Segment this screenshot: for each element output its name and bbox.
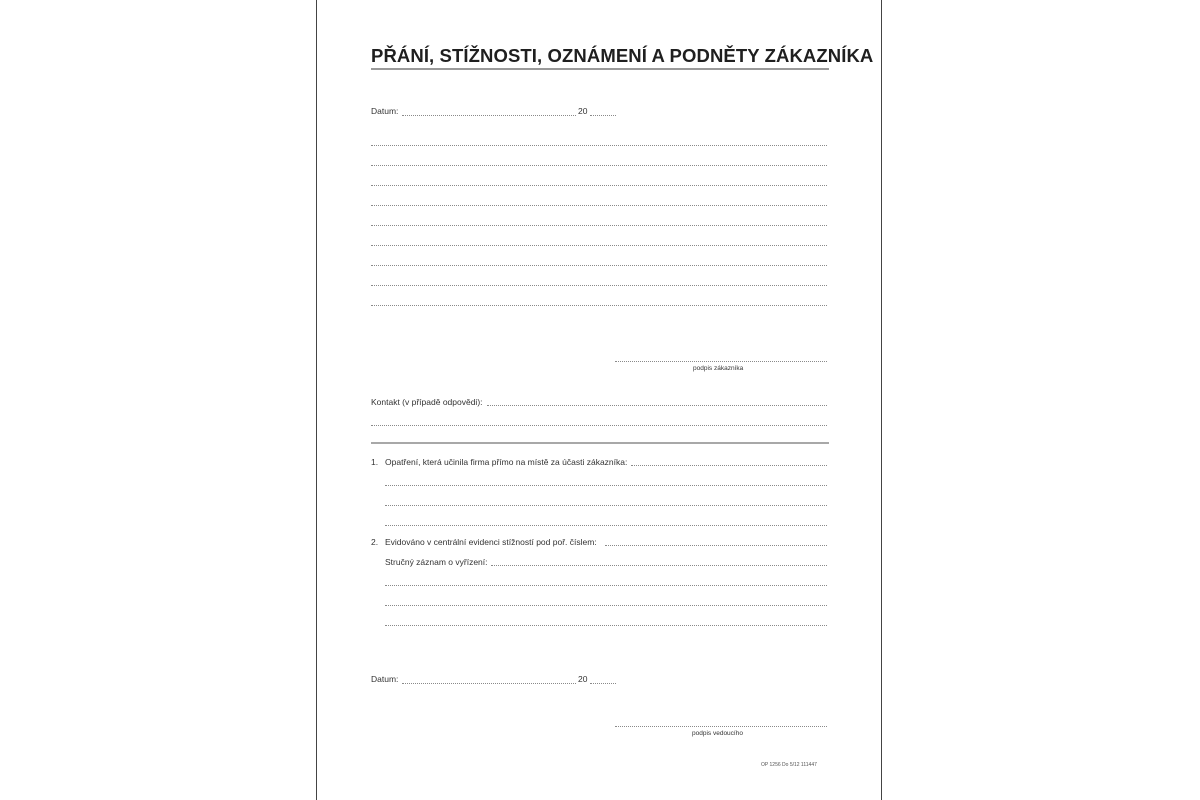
date-field-2[interactable] — [402, 683, 576, 684]
form-sheet — [316, 0, 882, 800]
item1-line[interactable] — [385, 505, 827, 506]
form-code: OP 1256 Do 5/12 111447 — [761, 762, 817, 768]
complaint-line[interactable] — [371, 205, 827, 206]
item2-field[interactable] — [605, 545, 827, 546]
complaint-line[interactable] — [371, 245, 827, 246]
date-field[interactable] — [402, 115, 576, 116]
complaint-line[interactable] — [371, 185, 827, 186]
complaint-line[interactable] — [371, 265, 827, 266]
complaint-line[interactable] — [371, 285, 827, 286]
complaint-line[interactable] — [371, 165, 827, 166]
summary-line[interactable] — [385, 585, 827, 586]
summary-line[interactable] — [385, 625, 827, 626]
item1-field[interactable] — [631, 465, 827, 466]
date-label-2: Datum: — [371, 674, 399, 684]
title-underline — [371, 68, 829, 70]
contact-label: Kontakt (v případě odpovědi): — [371, 397, 483, 407]
contact-field[interactable] — [487, 405, 827, 406]
item2-label: Evidováno v centrální evidenci stížností pod poř. číslem: — [385, 537, 597, 547]
complaint-line[interactable] — [371, 225, 827, 226]
item1-line[interactable] — [385, 485, 827, 486]
contact-line[interactable] — [371, 425, 827, 426]
year-field[interactable] — [590, 115, 616, 116]
section-divider — [371, 442, 829, 444]
manager-signature-line[interactable] — [615, 726, 827, 727]
complaint-line[interactable] — [371, 305, 827, 306]
year-prefix-2: 20 — [578, 674, 588, 684]
item1-number: 1. — [371, 457, 379, 467]
item2-number: 2. — [371, 537, 379, 547]
complaint-line[interactable] — [371, 145, 827, 146]
item1-line[interactable] — [385, 525, 827, 526]
manager-signature-label: podpis vedoucího — [692, 730, 743, 737]
summary-field[interactable] — [491, 565, 827, 566]
year-prefix: 20 — [578, 106, 588, 116]
customer-signature-label: podpis zákazníka — [693, 365, 744, 372]
form-title: PŘÁNÍ, STÍŽNOSTI, OZNÁMENÍ A PODNĚTY ZÁKAZNÍKA — [371, 45, 874, 66]
customer-signature-line[interactable] — [615, 361, 827, 362]
summary-line[interactable] — [385, 605, 827, 606]
year-field-2[interactable] — [590, 683, 616, 684]
summary-label: Stručný záznam o vyřízení: — [385, 557, 488, 567]
date-label: Datum: — [371, 106, 399, 116]
item1-label: Opatření, která učinila firma přímo na místě za účasti zákazníka: — [385, 457, 628, 467]
